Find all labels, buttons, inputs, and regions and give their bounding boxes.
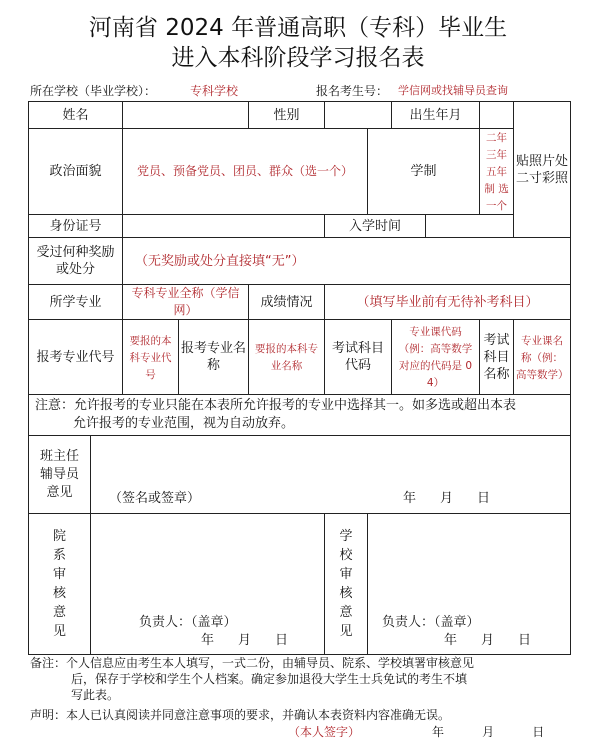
department-review-field[interactable] xyxy=(91,514,325,655)
notice-line2: 允许报考的专业范围，视为自动放弃。 xyxy=(73,416,295,431)
declaration-date: 年 月 日 xyxy=(432,725,545,739)
counselor-sign: （签名或签章） xyxy=(109,491,201,506)
counselor-day: 日 xyxy=(477,491,491,506)
photo-label: 贴照片处 二寸彩照 xyxy=(516,153,569,186)
photo-placeholder[interactable] xyxy=(514,102,571,238)
apply-code-field[interactable] xyxy=(123,320,179,395)
schooling-hint: 二年 三年 五年制 选一个 xyxy=(484,132,509,212)
birth-field[interactable] xyxy=(480,102,514,129)
declaration-signature[interactable]: （本人签字） xyxy=(288,725,361,739)
major-hint: 专科专业全称（学信网） xyxy=(131,286,240,317)
political-status-label: 政治面貌 xyxy=(29,129,123,215)
remark-line3: 写此表。 xyxy=(71,688,120,702)
subject-code-hint: 专业课代码（例：高等数学对应的代码是 04） xyxy=(398,326,473,389)
enroll-date-field[interactable] xyxy=(426,215,514,238)
registration-form-table xyxy=(28,101,571,655)
department-review-text: 院系审核意见 xyxy=(52,529,66,639)
name-label: 姓名 xyxy=(29,102,123,129)
department-review-label xyxy=(29,514,91,655)
department-person: 负责人：（盖章） xyxy=(139,615,237,630)
form-title-line2: 进入本科阶段学习报名表 xyxy=(171,45,425,71)
subject-name-label: 考试科目名称 xyxy=(480,320,514,395)
counselor-month: 月 xyxy=(440,491,454,506)
school-review-label xyxy=(325,514,368,655)
id-number-label: 身份证号 xyxy=(29,215,123,238)
award-label: 受过何种奖励或处分 xyxy=(29,238,123,285)
school-review-text: 学校审核意见 xyxy=(339,529,353,639)
notice-line1: 注意：允许报考的专业只能在本表所允许报考的专业中选择其一。如多选或超出本表 xyxy=(35,398,517,413)
school-value: 专科学校 xyxy=(190,84,239,98)
school-review-field[interactable] xyxy=(368,514,571,655)
exam-number-value: 学信网或找辅导员查询 xyxy=(398,84,508,97)
school-day: 日 xyxy=(518,633,532,648)
counselor-opinion-field[interactable] xyxy=(91,436,571,514)
award-field[interactable] xyxy=(123,238,571,285)
political-status-field[interactable] xyxy=(123,129,368,215)
apply-name-field[interactable] xyxy=(249,320,325,395)
scores-hint: （填写毕业前有无待补考科目） xyxy=(356,294,539,310)
major-label: 所学专业 xyxy=(29,285,123,320)
form-title-line1: 河南省 2024 年普通高职（专科）毕业生 xyxy=(88,15,508,41)
subject-code-label: 考试科目代码 xyxy=(325,320,392,395)
subject-name-field[interactable] xyxy=(514,320,571,395)
counselor-label-text: 班主任辅导员意见 xyxy=(39,448,79,500)
enroll-date-label: 入学时间 xyxy=(325,215,426,238)
department-year: 年 xyxy=(201,633,215,648)
apply-name-hint: 要报的本科专业名称 xyxy=(255,343,319,372)
remark-line1: 备注：个人信息应由考生本人填写，一式二份，由辅导员、院系、学校填署审核意见 xyxy=(30,656,475,670)
school-year: 年 xyxy=(444,633,458,648)
subject-code-field[interactable] xyxy=(392,320,480,395)
subject-name-hint: 专业课名称（例：高等数学） xyxy=(516,334,569,381)
counselor-opinion-label xyxy=(29,436,91,514)
counselor-year: 年 xyxy=(402,491,416,506)
department-month: 月 xyxy=(238,633,252,648)
scores-label: 成绩情况 xyxy=(249,285,325,320)
name-field[interactable] xyxy=(123,102,249,129)
birth-label: 出生年月 xyxy=(392,102,480,129)
apply-name-label: 报考专业名称 xyxy=(179,320,249,395)
department-day: 日 xyxy=(275,633,289,648)
scores-field[interactable] xyxy=(325,285,571,320)
apply-code-label: 报考专业代号 xyxy=(29,320,123,395)
gender-label: 性别 xyxy=(249,102,325,129)
political-status-hint: 党员、预备党员、团员、群众（选一个） xyxy=(137,164,354,178)
id-number-field[interactable] xyxy=(123,215,325,238)
notice xyxy=(29,395,571,436)
remark-line2: 后，保存于学校和学生个人档案。确定参加退役大学生士兵免试的考生不填 xyxy=(71,672,468,686)
schooling-field[interactable] xyxy=(480,129,514,215)
school-label: 所在学校（毕业学校）： xyxy=(30,84,157,98)
schooling-label: 学制 xyxy=(368,129,480,215)
exam-number-label: 报名考生号： xyxy=(316,84,389,98)
award-hint: （无奖励或处分直接填“无”） xyxy=(135,253,305,269)
apply-code-hint: 要报的本科专业代号 xyxy=(129,334,172,381)
gender-field[interactable] xyxy=(325,102,392,129)
school-person: 负责人：（盖章） xyxy=(382,615,480,630)
major-field[interactable] xyxy=(123,285,249,320)
declaration: 声明：本人已认真阅读并同意注意事项的要求，并确认本表资料内容准确无误。 xyxy=(30,708,451,722)
school-month: 月 xyxy=(481,633,495,648)
